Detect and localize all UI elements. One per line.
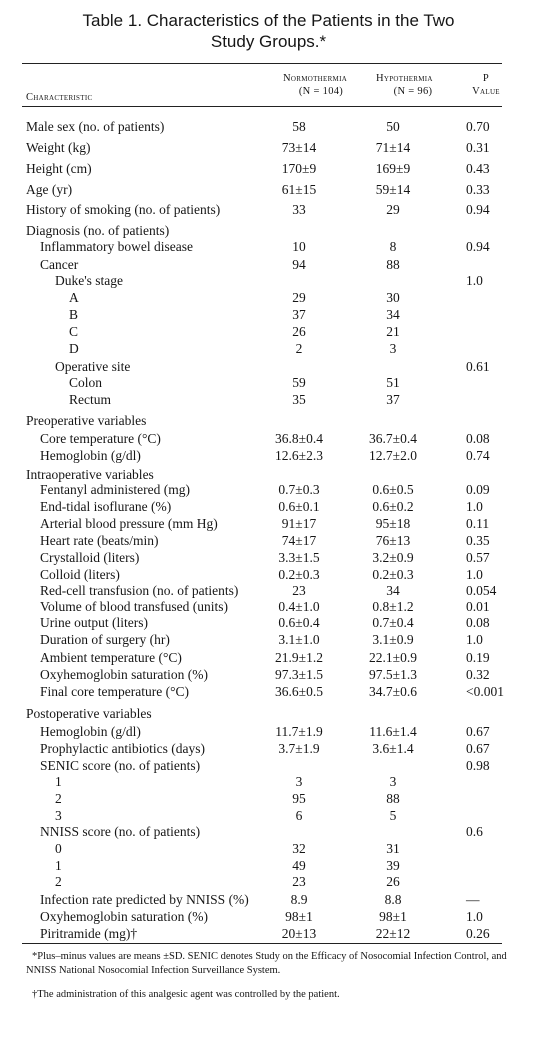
table-title-line1: Table 1. Characteristics of the Patients in the Two xyxy=(82,11,455,30)
normothermia-value: 3 xyxy=(295,774,303,789)
row-label: A xyxy=(69,290,79,305)
normothermia-value: 6 xyxy=(295,808,303,823)
header-rule xyxy=(22,106,502,107)
row-label: Red-cell transfusion (no. of patients) xyxy=(40,583,239,598)
row-label: Age (yr) xyxy=(26,182,73,197)
hypothermia-value: 0.7±0.4 xyxy=(372,615,414,630)
normothermia-value: 29 xyxy=(292,290,306,305)
hypothermia-value: 22.1±0.9 xyxy=(369,650,417,665)
hypothermia-value: 97.5±1.3 xyxy=(369,667,417,682)
hypothermia-value: 34 xyxy=(386,583,400,598)
row-label: End-tidal isoflurane (%) xyxy=(40,499,172,514)
table-row xyxy=(0,139,537,156)
p-value: 0.08 xyxy=(466,615,490,630)
hypothermia-value: 88 xyxy=(386,257,400,272)
table-row xyxy=(0,306,537,323)
header-normothermia: Normothermia xyxy=(283,73,348,84)
p-value: 0.09 xyxy=(466,482,490,497)
normothermia-value: 73±14 xyxy=(281,140,317,155)
table-row xyxy=(0,160,537,177)
table-row xyxy=(0,340,537,357)
table-row xyxy=(0,598,537,615)
normothermia-value: 23 xyxy=(292,583,306,598)
normothermia-value: 94 xyxy=(292,257,306,272)
table-row xyxy=(0,614,537,631)
table-row xyxy=(0,238,537,255)
hypothermia-value: 34 xyxy=(386,307,400,322)
hypothermia-value: 3 xyxy=(389,774,397,789)
table-row xyxy=(0,790,537,807)
hypothermia-value: 98±1 xyxy=(379,909,407,924)
header-p: P xyxy=(482,73,490,84)
p-value: 1.0 xyxy=(466,632,483,647)
p-value: 0.94 xyxy=(466,202,490,217)
p-value: 0.33 xyxy=(466,182,490,197)
p-value: 0.32 xyxy=(466,667,490,682)
row-label: Final core temperature (°C) xyxy=(40,684,189,699)
hypothermia-value: 3.6±1.4 xyxy=(372,741,414,756)
hypothermia-value: 71±14 xyxy=(375,140,411,155)
normothermia-value: 26 xyxy=(292,324,306,339)
row-label: Oxyhemoglobin saturation (%) xyxy=(40,667,208,682)
row-label: Fentanyl administered (mg) xyxy=(40,482,190,497)
table-row xyxy=(0,549,537,566)
normothermia-value: 61±15 xyxy=(281,182,317,197)
hypothermia-value: 3.1±0.9 xyxy=(372,632,414,647)
hypothermia-value: 8 xyxy=(389,239,397,254)
table-row xyxy=(0,374,537,391)
row-label: Core temperature (°C) xyxy=(40,431,161,446)
p-value: 0.74 xyxy=(466,448,490,463)
hypothermia-value: 50 xyxy=(386,119,400,134)
table-row xyxy=(0,289,537,306)
normothermia-value: 10 xyxy=(292,239,306,254)
p-value: 0.98 xyxy=(466,758,490,773)
row-label: Male sex (no. of patients) xyxy=(26,119,165,134)
p-value: 0.61 xyxy=(466,359,490,374)
row-label: Cancer xyxy=(40,257,79,272)
hypothermia-value: 34.7±0.6 xyxy=(369,684,417,699)
table-row xyxy=(0,631,537,648)
hypothermia-value: 51 xyxy=(386,375,400,390)
row-label: 3 xyxy=(55,808,62,823)
row-label: D xyxy=(69,341,79,356)
normothermia-value: 21.9±1.2 xyxy=(275,650,323,665)
table-row xyxy=(0,723,537,740)
p-value: 0.31 xyxy=(466,140,490,155)
normothermia-value: 35 xyxy=(292,392,306,407)
hypothermia-value: 22±12 xyxy=(375,926,411,941)
normothermia-value: 11.7±1.9 xyxy=(275,724,323,739)
p-value: 0.6 xyxy=(466,824,483,839)
hypothermia-value: 0.8±1.2 xyxy=(372,599,414,614)
header-hypothermia-n: (N = 96) xyxy=(393,86,433,97)
normothermia-value: 32 xyxy=(292,841,306,856)
p-value: 0.43 xyxy=(466,161,490,176)
normothermia-value: 12.6±2.3 xyxy=(275,448,323,463)
table-row xyxy=(0,857,537,874)
row-label: Oxyhemoglobin saturation (%) xyxy=(40,909,208,924)
normothermia-value: 8.9 xyxy=(290,892,308,907)
table-row xyxy=(0,532,537,549)
p-value: 1.0 xyxy=(466,909,483,924)
hypothermia-value: 59±14 xyxy=(375,182,411,197)
table-row xyxy=(0,582,537,599)
p-value: 0.19 xyxy=(466,650,490,665)
normothermia-value: 95 xyxy=(292,791,306,806)
row-label: Urine output (liters) xyxy=(40,615,148,630)
p-value: 0.70 xyxy=(466,119,490,134)
p-value: 0.11 xyxy=(466,516,490,531)
hypothermia-value: 21 xyxy=(386,324,400,339)
normothermia-value: 49 xyxy=(292,858,306,873)
header-normothermia-n: (N = 104) xyxy=(298,86,344,97)
row-label: 1 xyxy=(55,774,62,789)
row-label: Piritramide (mg)† xyxy=(40,926,138,941)
table-row xyxy=(0,222,537,239)
row-label: Duke's stage xyxy=(55,273,124,288)
table-row xyxy=(0,666,537,683)
normothermia-value: 36.8±0.4 xyxy=(275,431,323,446)
row-label: SENIC score (no. of patients) xyxy=(40,758,201,773)
hypothermia-value: 29 xyxy=(386,202,400,217)
hypothermia-value: 12.7±2.0 xyxy=(369,448,417,463)
row-label: Infection rate predicted by NNISS (%) xyxy=(40,892,249,907)
table-row xyxy=(0,430,537,447)
hypothermia-value: 0.6±0.2 xyxy=(372,499,414,514)
hypothermia-value: 3 xyxy=(389,341,397,356)
normothermia-value: 0.2±0.3 xyxy=(278,567,320,582)
row-label: Colloid (liters) xyxy=(40,567,120,582)
footnote-dagger: †The administration of this analgesic agent was controlled by the patient. xyxy=(32,989,340,1000)
header-characteristic: Characteristic xyxy=(26,92,93,103)
row-label: Arterial blood pressure (mm Hg) xyxy=(40,516,218,531)
hypothermia-value: 30 xyxy=(386,290,400,305)
row-label: Hemoglobin (g/dl) xyxy=(40,448,141,463)
table-row xyxy=(0,201,537,218)
p-value: 0.054 xyxy=(466,583,497,598)
table-row xyxy=(0,481,537,498)
row-label: Prophylactic antibiotics (days) xyxy=(40,741,205,756)
hypothermia-value: 8.8 xyxy=(384,892,402,907)
row-label: B xyxy=(69,307,79,322)
footnote-star: *Plus–minus values are means ±SD. SENIC denotes Study on the Efficacy of Nosocomial Infection Control, and NNISS National Nosocomial Infection Surveillance System. xyxy=(26,951,507,976)
row-label: 2 xyxy=(55,874,62,889)
hypothermia-value: 95±18 xyxy=(375,516,411,531)
normothermia-value: 36.6±0.5 xyxy=(275,684,323,699)
table-row xyxy=(0,925,537,942)
hypothermia-value: 31 xyxy=(386,841,400,856)
normothermia-value: 33 xyxy=(292,202,306,217)
table-row xyxy=(0,891,537,908)
normothermia-value: 97.3±1.5 xyxy=(275,667,323,682)
header-p-value: Value xyxy=(472,86,500,97)
normothermia-value: 37 xyxy=(292,307,306,322)
row-label: Diagnosis (no. of patients) xyxy=(26,223,170,238)
table-row xyxy=(0,807,537,824)
row-label: Preoperative variables xyxy=(26,413,147,428)
row-label: Intraoperative variables xyxy=(26,467,154,482)
hypothermia-value: 0.6±0.5 xyxy=(372,482,414,497)
table-row xyxy=(0,447,537,464)
hypothermia-value: 88 xyxy=(386,791,400,806)
table-row xyxy=(0,358,537,375)
p-value: 0.67 xyxy=(466,724,490,739)
p-value: 0.08 xyxy=(466,431,490,446)
normothermia-value: 23 xyxy=(292,874,306,889)
p-value: 0.94 xyxy=(466,239,490,254)
normothermia-value: 0.7±0.3 xyxy=(278,482,320,497)
normothermia-value: 2 xyxy=(295,341,303,356)
hypothermia-value: 26 xyxy=(386,874,400,889)
normothermia-value: 58 xyxy=(292,119,306,134)
normothermia-value: 3.1±1.0 xyxy=(278,632,320,647)
table-row xyxy=(0,566,537,583)
normothermia-value: 0.6±0.1 xyxy=(278,499,320,514)
p-value: 0.35 xyxy=(466,533,490,548)
row-label: Height (cm) xyxy=(26,161,92,176)
table-row xyxy=(0,391,537,408)
hypothermia-value: 76±13 xyxy=(375,533,411,548)
table-row xyxy=(0,773,537,790)
normothermia-value: 74±17 xyxy=(281,533,317,548)
row-label: Volume of blood transfused (units) xyxy=(40,599,228,614)
row-label: Inflammatory bowel disease xyxy=(40,239,193,254)
p-value: 0.57 xyxy=(466,550,490,565)
normothermia-value: 170±9 xyxy=(281,161,317,176)
top-rule xyxy=(22,63,502,64)
row-label: 0 xyxy=(55,841,62,856)
row-label: Crystalloid (liters) xyxy=(40,550,140,565)
hypothermia-value: 37 xyxy=(386,392,400,407)
normothermia-value: 3.7±1.9 xyxy=(278,741,320,756)
row-label: NNISS score (no. of patients) xyxy=(40,824,201,839)
bottom-rule xyxy=(22,943,502,944)
normothermia-value: 59 xyxy=(292,375,306,390)
hypothermia-value: 5 xyxy=(389,808,397,823)
hypothermia-value: 0.2±0.3 xyxy=(372,567,414,582)
p-value: 1.0 xyxy=(466,273,483,288)
hypothermia-value: 3.2±0.9 xyxy=(372,550,414,565)
hypothermia-value: 169±9 xyxy=(375,161,411,176)
table-row xyxy=(0,873,537,890)
table-title xyxy=(0,10,537,52)
normothermia-value: 91±17 xyxy=(281,516,317,531)
table-row xyxy=(0,757,537,774)
normothermia-value: 0.4±1.0 xyxy=(278,599,320,614)
normothermia-value: 20±13 xyxy=(281,926,317,941)
hypothermia-value: 11.6±1.4 xyxy=(369,724,417,739)
table-row xyxy=(0,412,537,429)
normothermia-value: 98±1 xyxy=(285,909,313,924)
normothermia-value: 3.3±1.5 xyxy=(278,550,320,565)
hypothermia-value: 36.7±0.4 xyxy=(369,431,417,446)
table-row xyxy=(0,908,537,925)
table-row xyxy=(0,498,537,515)
row-label: 2 xyxy=(55,791,62,806)
table-row xyxy=(0,823,537,840)
table-title-line2: Study Groups.* xyxy=(210,32,327,51)
p-value: — xyxy=(466,892,480,907)
p-value: <0.001 xyxy=(466,684,504,699)
table-row xyxy=(0,740,537,757)
row-label: Heart rate (beats/min) xyxy=(40,533,159,548)
row-label: Postoperative variables xyxy=(26,706,152,721)
p-value: 0.26 xyxy=(466,926,490,941)
table-row xyxy=(0,181,537,198)
hypothermia-value: 39 xyxy=(386,858,400,873)
p-value: 1.0 xyxy=(466,499,483,514)
row-label: Rectum xyxy=(69,392,111,407)
p-value: 0.01 xyxy=(466,599,490,614)
table-row xyxy=(0,705,537,722)
p-value: 1.0 xyxy=(466,567,483,582)
header-hypothermia: Hypothermia xyxy=(376,73,433,84)
row-label: Colon xyxy=(69,375,103,390)
normothermia-value: 0.6±0.4 xyxy=(278,615,320,630)
p-value: 0.67 xyxy=(466,741,490,756)
table-row xyxy=(0,272,537,289)
table-row xyxy=(0,515,537,532)
row-label: Duration of surgery (hr) xyxy=(40,632,170,647)
row-label: C xyxy=(69,324,79,339)
table-row xyxy=(0,256,537,273)
table-row xyxy=(0,118,537,135)
table-row xyxy=(0,683,537,700)
row-label: Hemoglobin (g/dl) xyxy=(40,724,141,739)
row-label: Weight (kg) xyxy=(26,140,91,155)
table-row xyxy=(0,323,537,340)
row-label: 1 xyxy=(55,858,62,873)
row-label: History of smoking (no. of patients) xyxy=(26,202,221,217)
table-row xyxy=(0,649,537,666)
row-label: Ambient temperature (°C) xyxy=(40,650,182,665)
row-label: Operative site xyxy=(55,359,131,374)
table-row xyxy=(0,840,537,857)
